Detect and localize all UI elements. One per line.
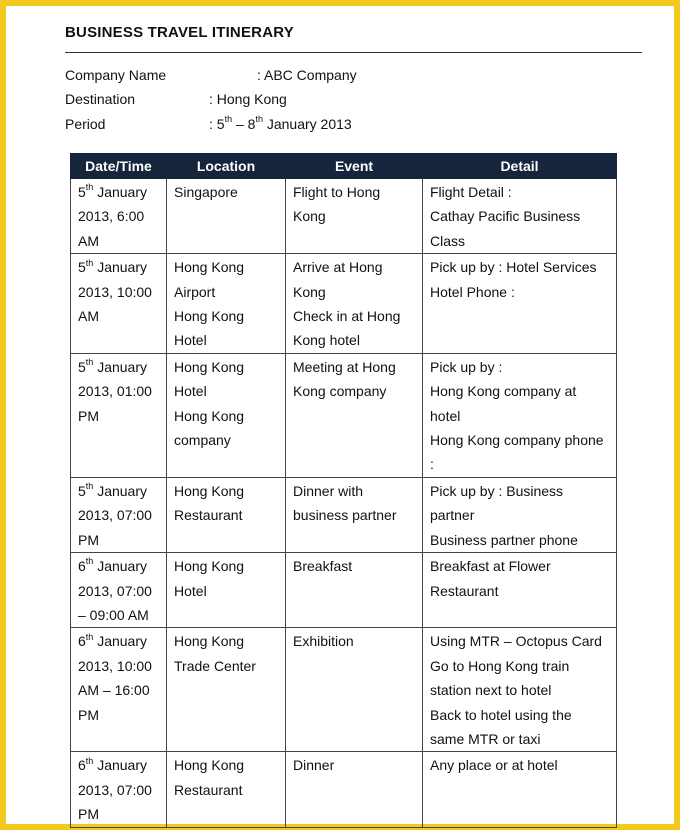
cell-line: Exhibition (293, 633, 354, 650)
cell-line: Hong Kong (174, 633, 245, 650)
cell-date-time (71, 179, 167, 254)
cell-line: Class (430, 232, 466, 249)
cell-line: Pick up by : (430, 358, 503, 375)
cell-detail (423, 353, 617, 477)
company-label: Company Name (65, 67, 167, 83)
cell-line: Restaurant (430, 582, 499, 599)
cell-line: AM (78, 232, 99, 249)
header-event: Event (286, 154, 423, 179)
cell-location (167, 752, 286, 827)
cell-line: same MTR or taxi (430, 730, 541, 747)
document-title: BUSINESS TRAVEL ITINERARY (65, 24, 294, 41)
cell-detail (423, 179, 617, 254)
cell-line: Restaurant (174, 507, 243, 524)
cell-detail (423, 553, 617, 628)
table-row (71, 477, 617, 552)
cell-line: Singapore (174, 184, 238, 200)
cell-line: PM (78, 407, 99, 424)
cell-line: AM (78, 308, 99, 325)
cell-line: 6th January (78, 631, 148, 650)
cell-line: PM (78, 806, 99, 823)
cell-line: partner (430, 507, 475, 524)
cell-line: company (174, 432, 231, 449)
cell-date-time (71, 752, 167, 827)
table-row (71, 353, 617, 477)
cell-line: 2013, 10:00 (78, 283, 152, 300)
table-row (71, 179, 617, 254)
cell-line: Hotel (174, 383, 207, 400)
cell-date-time (71, 254, 167, 354)
header-location: Location (167, 154, 286, 179)
cell-date-time (71, 628, 167, 752)
cell-line: Hong Kong (174, 358, 245, 375)
cell-line: 5th January (78, 257, 148, 276)
cell-line: 5th January (78, 357, 148, 375)
cell-line: Business partner phone (430, 531, 578, 548)
cell-line: Using MTR – Octopus Card (430, 633, 602, 650)
cell-location (167, 254, 286, 354)
cell-line: Check in at Hong (293, 308, 401, 325)
cell-line: Hotel (174, 332, 207, 349)
cell-line: Meeting at Hong (293, 358, 396, 375)
cell-line: 6th January (78, 755, 148, 774)
cell-location (167, 477, 286, 552)
cell-line: Trade Center (174, 657, 256, 674)
cell-line: Airport (174, 283, 216, 300)
cell-line: PM (78, 531, 99, 548)
cell-line: Kong company (293, 383, 387, 400)
cell-event (286, 628, 423, 752)
cell-line: 2013, 01:00 (78, 383, 152, 400)
cell-line: 2013, 07:00 (78, 781, 152, 798)
table-header-row (71, 154, 617, 179)
cell-line: Hong Kong (174, 259, 245, 276)
cell-line: Hong Kong (174, 308, 245, 325)
cell-line: Flight Detail : (430, 184, 512, 200)
cell-line: Kong (293, 208, 326, 225)
itinerary-table (70, 153, 617, 828)
table-row (71, 752, 617, 827)
cell-line: Pick up by : Business (430, 482, 564, 499)
table-body (71, 179, 617, 828)
cell-line: 2013, 10:00 (78, 657, 152, 674)
document-page (6, 6, 674, 824)
destination-label: Destination (65, 91, 136, 107)
cell-event (286, 353, 423, 477)
cell-line: 2013, 6:00 (78, 208, 145, 225)
cell-line: Go to Hong Kong train (430, 657, 570, 674)
title-rule (65, 52, 642, 53)
cell-line: Any place or at hotel (430, 757, 558, 774)
cell-line: hotel (430, 407, 461, 424)
cell-location (167, 353, 286, 477)
cell-line: station next to hotel (430, 682, 552, 699)
header-detail: Detail (423, 154, 617, 179)
cell-event (286, 752, 423, 827)
period-value: : 5th – 8th January 2013 (209, 114, 352, 132)
cell-line: 5th January (78, 481, 148, 499)
cell-line: Kong (293, 283, 326, 300)
cell-event (286, 254, 423, 354)
cell-line: Restaurant (174, 781, 243, 798)
cell-line: Dinner with (293, 482, 364, 499)
cell-line: PM (78, 706, 99, 723)
cell-line: Back to hotel using the (430, 706, 572, 723)
cell-location (167, 179, 286, 254)
cell-event (286, 553, 423, 628)
cell-line: Hong Kong (174, 558, 245, 575)
cell-line: business partner (293, 507, 397, 524)
cell-detail (423, 628, 617, 752)
cell-event (286, 477, 423, 552)
cell-detail (423, 477, 617, 552)
table-row (71, 628, 617, 752)
cell-line: Cathay Pacific Business (430, 208, 581, 225)
cell-date-time (71, 553, 167, 628)
cell-line: 6th January (78, 556, 148, 575)
cell-line: Hong Kong (174, 407, 245, 424)
cell-location (167, 628, 286, 752)
cell-line: Arrive at Hong (293, 259, 383, 276)
table-row (71, 553, 617, 628)
cell-line: Hotel (174, 582, 207, 599)
table-row (71, 254, 617, 354)
cell-line: – 09:00 AM (78, 606, 149, 623)
cell-detail (423, 254, 617, 354)
cell-line: 2013, 07:00 (78, 507, 152, 524)
cell-line: AM – 16:00 (78, 682, 150, 699)
cell-line: Dinner (293, 757, 335, 774)
cell-date-time (71, 353, 167, 477)
cell-line: Breakfast (293, 558, 353, 575)
cell-line: Flight to Hong (293, 184, 381, 200)
cell-line: Hong Kong (174, 482, 245, 499)
company-value: : ABC Company (257, 67, 357, 83)
cell-line: 5th January (78, 182, 148, 200)
cell-date-time (71, 477, 167, 552)
cell-detail (423, 752, 617, 827)
period-label: Period (65, 116, 106, 132)
cell-line: : (430, 456, 434, 473)
header-date-time: Date/Time (71, 154, 167, 179)
cell-line: Pick up by : Hotel Services (430, 259, 597, 276)
destination-value: : Hong Kong (209, 91, 287, 107)
cell-line: 2013, 07:00 (78, 582, 152, 599)
cell-location (167, 553, 286, 628)
cell-event (286, 179, 423, 254)
cell-line: Hong Kong company phone (430, 432, 604, 449)
cell-line: Hong Kong (174, 757, 245, 774)
cell-line: Kong hotel (293, 332, 360, 349)
cell-line: Breakfast at Flower (430, 558, 551, 575)
cell-line: Hong Kong company at (430, 383, 577, 400)
cell-line: Hotel Phone : (430, 283, 515, 300)
